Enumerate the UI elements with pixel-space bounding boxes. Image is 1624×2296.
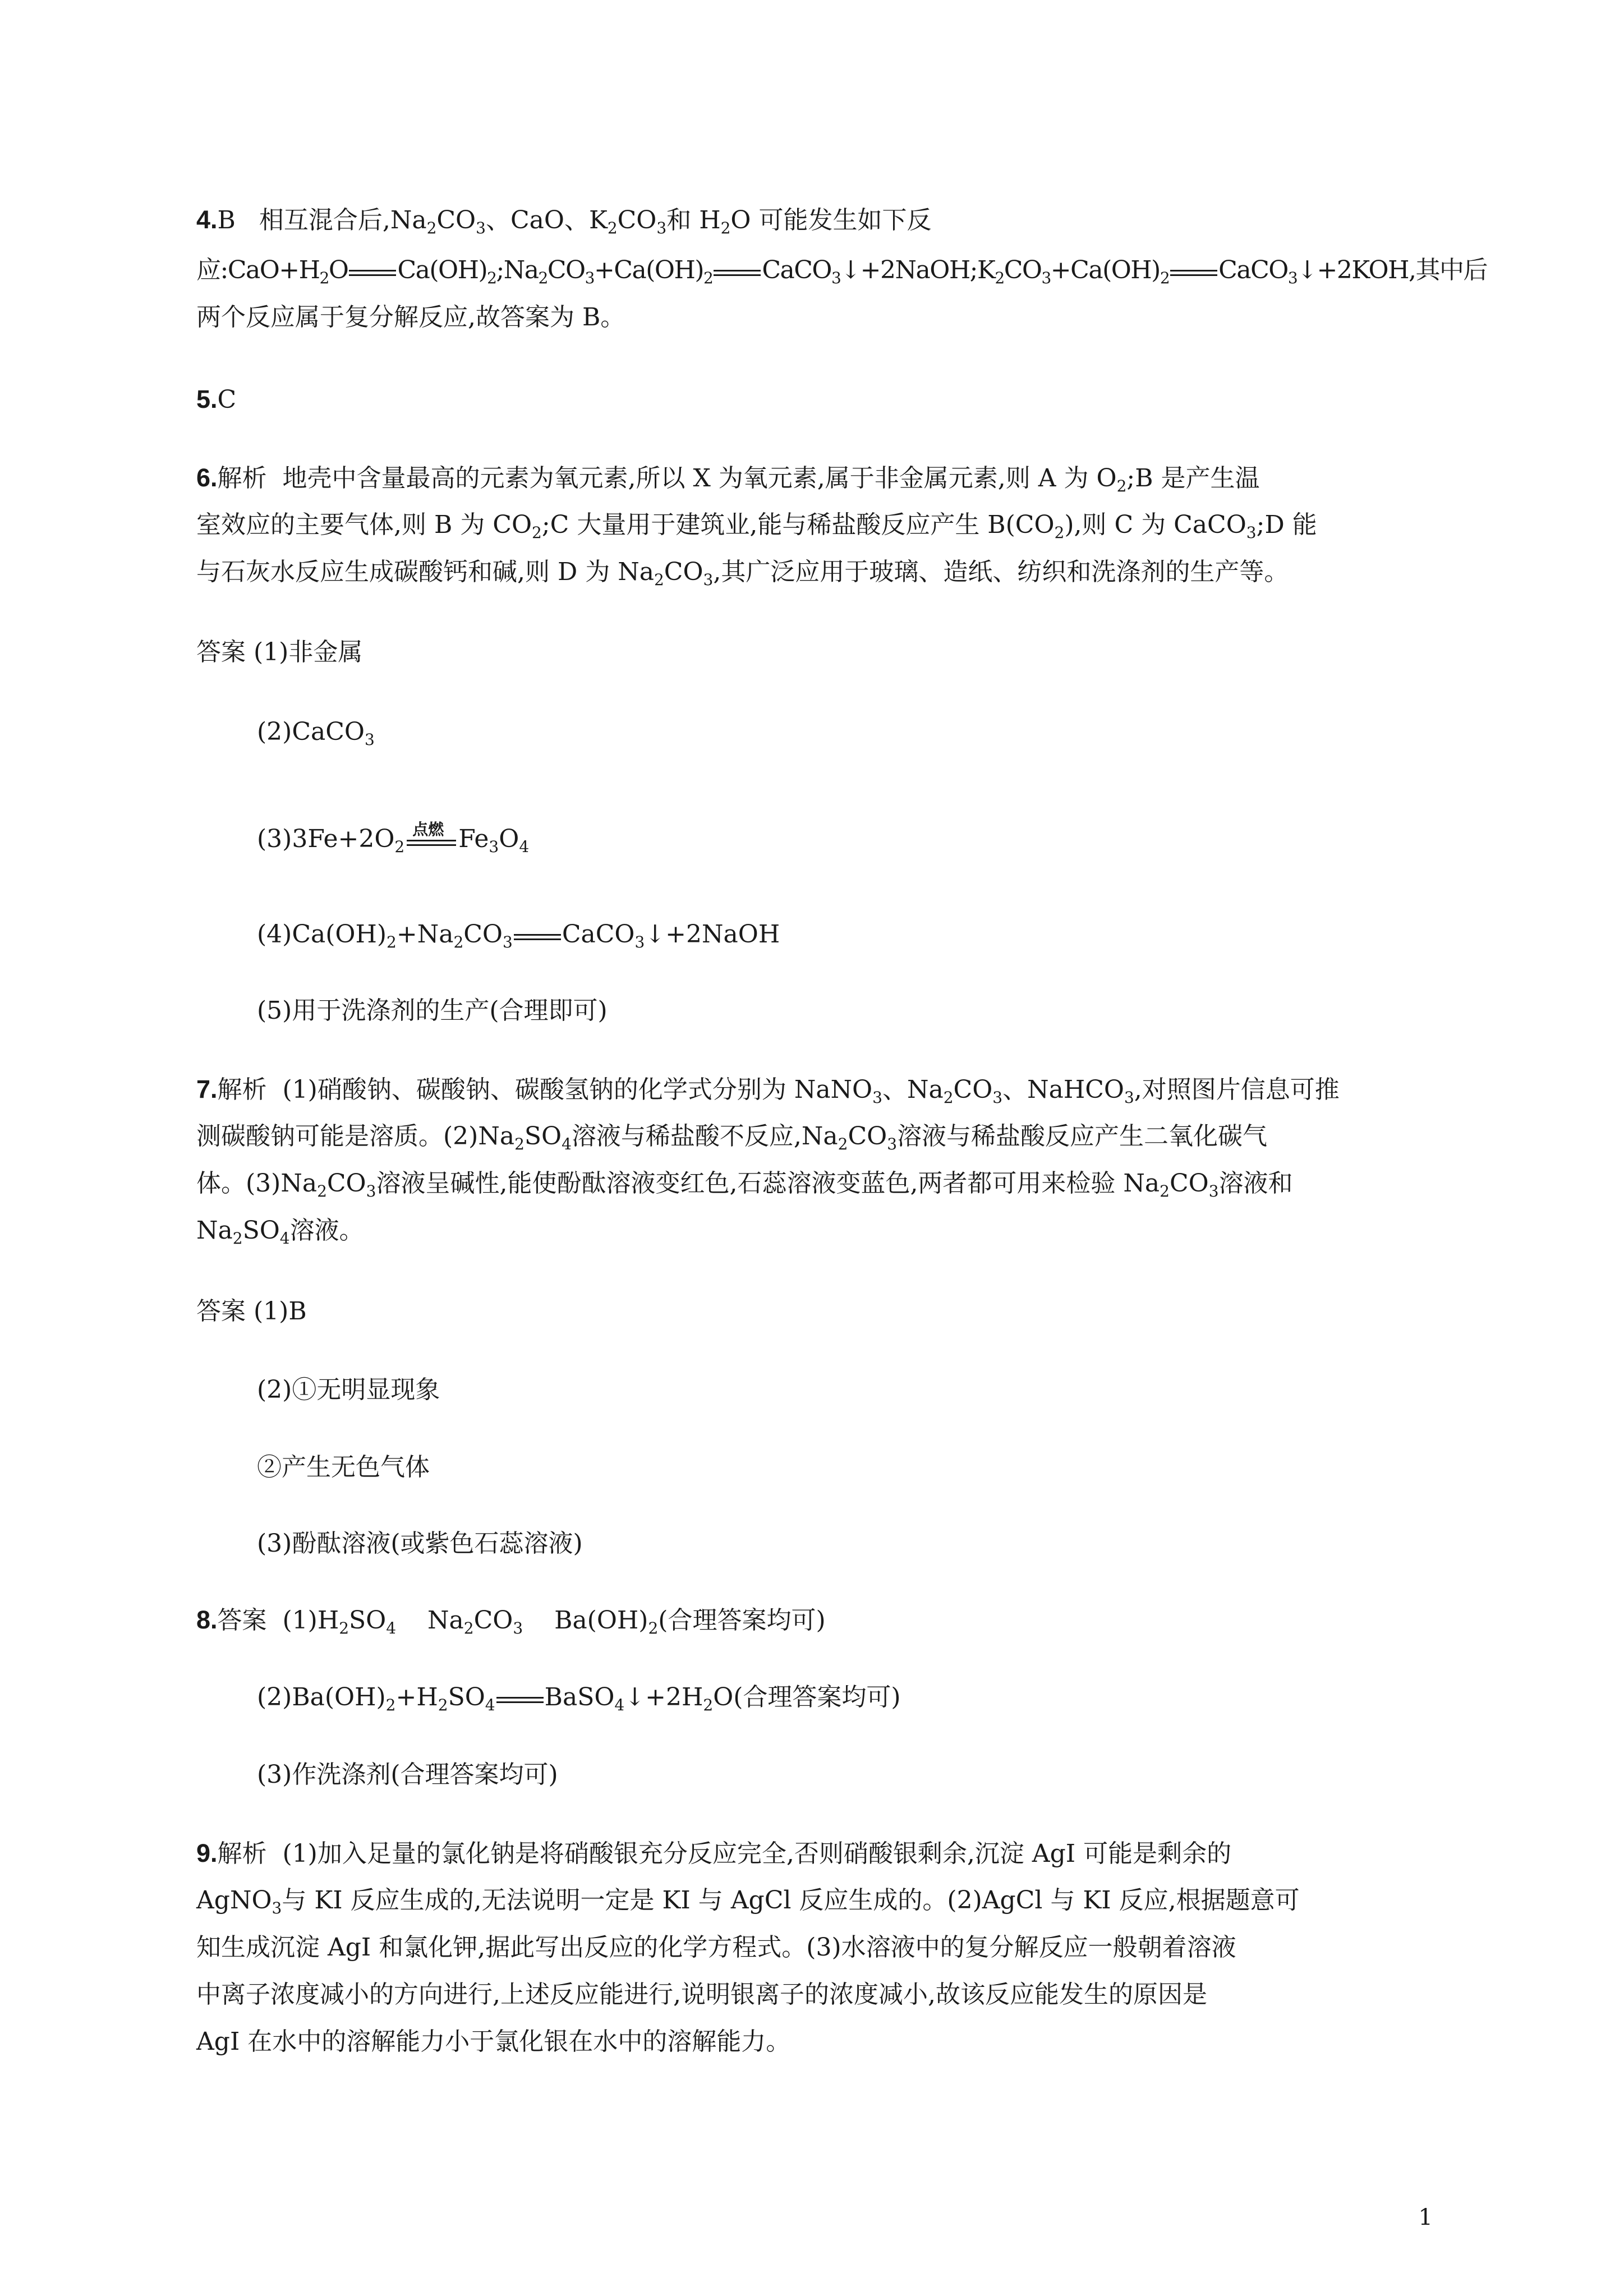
q4-number: 4. — [196, 205, 218, 234]
sub: 3 — [703, 570, 714, 589]
q6-text: CO — [664, 558, 703, 586]
q6-answer-3: $(3)3Fe+2O_2$ 点燃 $Fe_3O_4$ — [257, 822, 529, 856]
q7-label: 解析 — [217, 1075, 267, 1104]
q6-text: 与石灰水反应生成碳酸钙和碱,则 D 为 Na — [196, 558, 654, 586]
q4-text: 和 H — [666, 206, 721, 234]
q9-text: 与 KI 反应生成的,无法说明一定是 KI 与 AgCl 反应生成的。(2)AgCl 与 KI 反应,根据题意可 — [282, 1886, 1300, 1915]
sub: 4 — [562, 1135, 572, 1153]
q8-answer-2: $(2)Ba(OH)_2+H_2SO_4$ $BaSO_4↓+2H_2O$(合理答案均可) — [257, 1683, 901, 1714]
sub: 3 — [1208, 1182, 1219, 1200]
sub: 3 — [872, 1088, 882, 1107]
q9-line-3: 知生成沉淀 AgI 和氯化钾,据此写出反应的化学方程式。(3)水溶液中的复分解反应一般朝着溶液 — [196, 1933, 1236, 1962]
equals-sign — [1169, 261, 1218, 283]
sub: 2 — [232, 1229, 243, 1248]
sub: 3 — [364, 730, 375, 749]
q4-text: CO — [436, 206, 476, 234]
q7-text: 、NaHCO — [1002, 1075, 1124, 1104]
q6-text: ;C 大量用于建筑业,能与稀盐酸反应产生 B(CO — [541, 510, 1055, 539]
q6-text: ;B 是产生温 — [1126, 464, 1260, 493]
q8-answer-3: (3)作洗涤剂(合理答案均可) — [257, 1760, 558, 1789]
q4-line-1 — [196, 203, 931, 237]
sub: 2 — [1054, 523, 1065, 542]
q9-number: 9. — [196, 1839, 218, 1867]
q6-answer-4: $(4)Ca(OH)_2+Na_2CO_3$ CaCO$_3$↓+2NaOH — [257, 920, 780, 951]
q9-line-5: AgI 在水中的溶解能力小于氯化银在水中的溶解能力。 — [196, 2027, 791, 2056]
q7-text: CO — [848, 1122, 887, 1151]
q6-text: ,其广泛应用于玻璃、造纸、纺织和洗涤剂的生产等。 — [713, 558, 1289, 586]
q6-answer-2 — [257, 715, 375, 749]
sub: 3 — [272, 1899, 282, 1917]
q9-line-1 — [196, 1837, 1231, 1871]
q7-text: ,对照图片信息可推 — [1134, 1075, 1340, 1104]
q7-text: CO — [1169, 1169, 1209, 1198]
q6-answer-5: (5)用于洗涤剂的生产(合理即可) — [257, 996, 608, 1025]
q6-line-2 — [196, 508, 1317, 542]
q7-text: Na — [196, 1216, 233, 1245]
q4-line-3: 两个反应属于复分解反应,故答案为 B。 — [196, 303, 625, 332]
q7-line-4 — [196, 1214, 364, 1248]
q7-text: 、Na — [882, 1075, 944, 1104]
q7-answer-2b: ②产生无色气体 — [257, 1453, 430, 1481]
sub: 3 — [656, 219, 667, 237]
q6-line-3 — [196, 555, 1289, 589]
sub: 3 — [1246, 523, 1257, 542]
answer-label: 答案 — [196, 1297, 246, 1326]
q6-a2: (2)CaCO — [257, 717, 365, 746]
sub: 2 — [1160, 1182, 1170, 1200]
sub: 2 — [317, 1182, 327, 1200]
q5-answer: C — [217, 385, 237, 414]
q9-text: (1)加入足量的氯化钠是将硝酸银充分反应完全,否则硝酸银剩余,沉淀 AgI 可能是剩余的 — [282, 1839, 1232, 1868]
q6-label: 解析 — [217, 464, 267, 493]
q6-number: 6. — [196, 463, 218, 492]
q7-text: SO — [524, 1122, 562, 1151]
sub: 2 — [720, 219, 731, 237]
q7-text: CO — [326, 1169, 366, 1198]
q7-line-2 — [196, 1120, 1267, 1153]
q7-text: 测碳酸钠可能是溶质。(2)Na — [196, 1122, 515, 1151]
q7-answer-2: (2)①无明显现象 — [257, 1375, 440, 1404]
sub: 3 — [476, 219, 486, 237]
sub: 3 — [887, 1135, 898, 1153]
sub: 2 — [838, 1135, 848, 1153]
q7-text: 溶液和 — [1218, 1169, 1293, 1198]
page-number: 1 — [1418, 2205, 1433, 2230]
sub: 2 — [943, 1088, 954, 1107]
q7-a1: (1)B — [254, 1297, 307, 1326]
q9-line-4: 中离子浓度减小的方向进行,上述反应能进行,说明银离子的浓度减小,故该反应能发生的原因是 — [196, 1980, 1207, 2009]
q7-line-3 — [196, 1167, 1293, 1200]
q6-line-1 — [196, 461, 1260, 495]
condition-text: 点燃 — [412, 820, 444, 839]
sub: 2 — [654, 570, 664, 589]
q7-text: 溶液与稀盐酸不反应,Na — [571, 1122, 838, 1151]
q4-answer: B — [217, 206, 236, 234]
q6-a1: (1)非金属 — [254, 638, 363, 666]
q7-line-1 — [196, 1073, 1340, 1107]
equals-sign — [712, 261, 762, 283]
sub: 2 — [514, 1135, 525, 1153]
q7-text: (1)硝酸钠、碳酸钠、碳酸氢钠的化学式分别为 NaNO — [282, 1075, 873, 1104]
sub: 3 — [992, 1088, 1003, 1107]
q8-number: 8. — [196, 1605, 218, 1634]
equals-sign — [495, 1688, 545, 1710]
q7-text: 溶液呈碱性,能使酚酞溶液变红色,石蕊溶液变蓝色,两者都可用来检验 Na — [376, 1169, 1160, 1198]
q9-text: AgNO — [196, 1886, 272, 1915]
q7-text: 溶液与稀盐酸反应产生二氧化碳气 — [897, 1122, 1268, 1151]
q8-answer-1: 8.答案 $(1)H_2SO_4$ $Na_2CO_3$ $Ba(OH)_2$(合理答案均可) — [196, 1605, 826, 1637]
q6-text: 地壳中含量最高的元素为氧元素,所以 X 为氧元素,属于非金属元素,则 A 为 O — [282, 464, 1117, 493]
q6-text: ),则 C 为 CaCO — [1064, 510, 1246, 539]
reaction-condition-arrow — [404, 820, 458, 852]
sub: 2 — [426, 219, 437, 237]
q8-note: (合理答案均可) — [733, 1683, 901, 1711]
q9-label: 解析 — [217, 1839, 267, 1868]
q4-text: O 可能发生如下反 — [730, 206, 932, 234]
answer-label: 答案 — [217, 1606, 267, 1635]
q5-line — [196, 383, 236, 417]
sub: 2 — [532, 523, 542, 542]
sub: 2 — [1116, 477, 1127, 495]
q6-answer-1 — [196, 636, 362, 669]
q7-text: CO — [953, 1075, 993, 1104]
q7-answer-3: (3)酚酞溶液(或紫色石蕊溶液) — [257, 1529, 583, 1558]
q7-text: 溶液。 — [289, 1216, 364, 1245]
equals-sign — [513, 925, 562, 947]
q4-text: CO — [617, 206, 657, 234]
q7-text: 体。(3)Na — [196, 1169, 318, 1198]
q6-text: ;D 能 — [1256, 510, 1317, 539]
q5-number: 5. — [196, 385, 218, 413]
q7-text: SO — [242, 1216, 280, 1245]
equals-sign — [348, 261, 397, 283]
q7-number: 7. — [196, 1075, 218, 1103]
q8-note: (合理答案均可) — [658, 1606, 826, 1635]
q4-text: 相互混合后,Na — [259, 206, 427, 234]
sub: 4 — [279, 1229, 290, 1248]
sub: 3 — [366, 1182, 376, 1200]
sub: 2 — [607, 219, 618, 237]
answer-label: 答案 — [196, 638, 246, 666]
q6-text: 室效应的主要气体,则 B 为 CO — [196, 510, 532, 539]
sub: 3 — [1124, 1088, 1134, 1107]
q7-answer-1 — [196, 1295, 307, 1328]
q4-text: 、CaO、K — [485, 206, 608, 234]
q4-line-2: 应$:CaO+H_2O$ $Ca(OH)_2;Na_2CO_3+Ca(OH)_2$ $CaCO_3↓+2NaOH;K_2CO_3+Ca(OH)_2$ CaCO$_3$↓+2KOH,其中后 — [196, 256, 1487, 287]
q9-line-2 — [196, 1884, 1300, 1917]
